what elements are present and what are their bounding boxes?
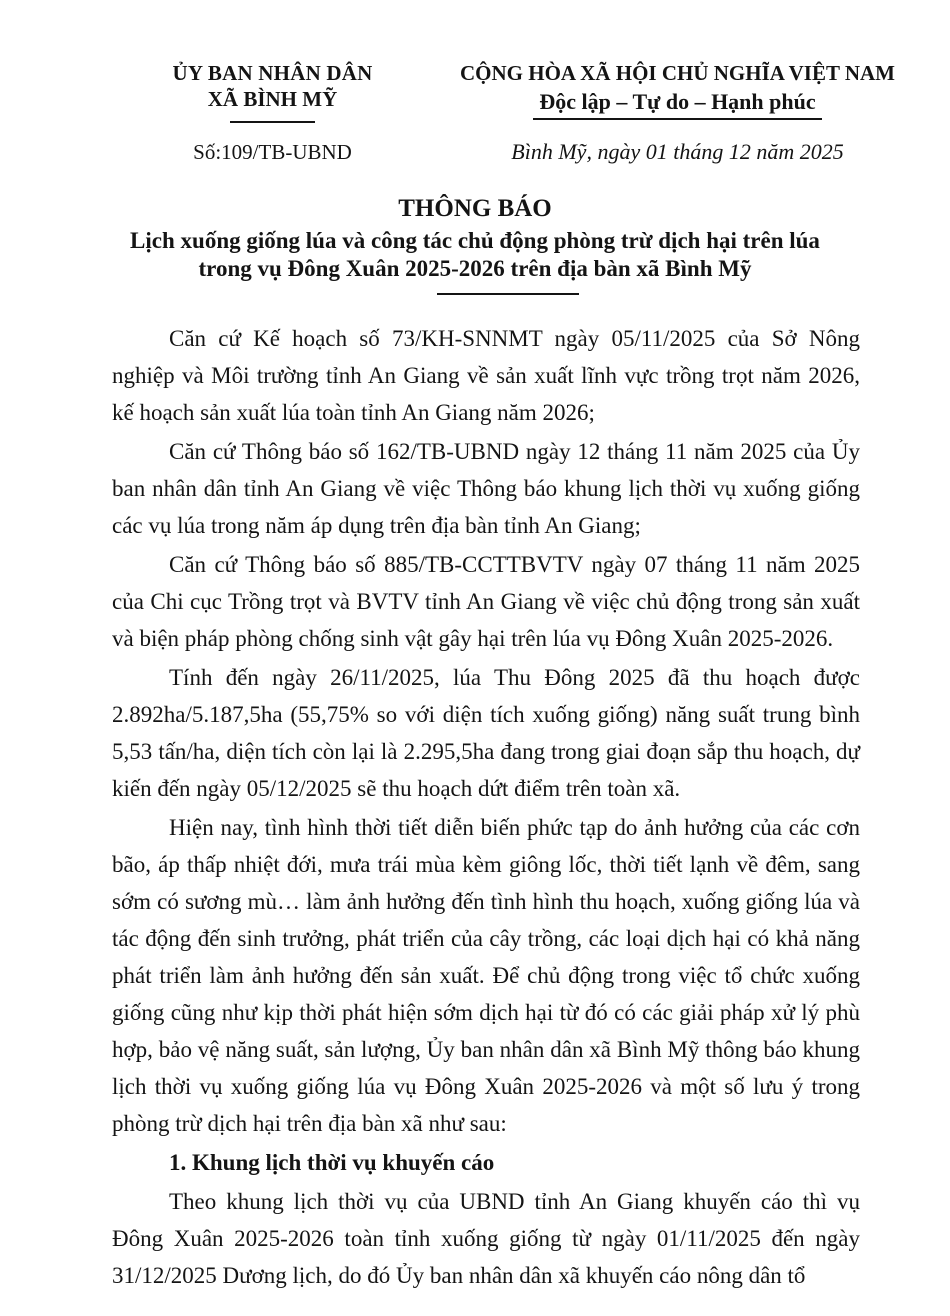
issuing-org-name: ỦY BAN NHÂN DÂN [172,61,373,85]
document-subject-line-1: Lịch xuống giống lúa và công tác chủ động phòng trừ dịch hại trên lúa [130,228,820,253]
paragraph-schedule-recommendation: Theo khung lịch thời vụ của UBND tỉnh An Giang khuyến cáo thì vụ Đông Xuân 2025-2026 toàn tỉnh xuống giống từ ngày 01/11/2025 đến ngày 31/12/2025 Dương lịch, do đó Ủy ban nhân dân xã khuyến cáo nông dân tổ [112,1189,860,1288]
paragraph-basis-2: Căn cứ Thông báo số 162/TB-UBND ngày 12 tháng 11 năm 2025 của Ủy ban nhân dân tỉnh An Giang về việc Thông báo khung lịch thời vụ xuống giống các vụ lúa trong năm áp dụng trên địa bàn tỉnh An Giang; [112,439,860,538]
issuing-org-unit: XÃ BÌNH MỸ [207,87,338,111]
paragraph-basis-1: Căn cứ Kế hoạch số 73/KH-SNNMT ngày 05/11/2025 của Sở Nông nghiệp và Môi trường tỉnh An Giang về sản xuất lĩnh vực trồng trọt năm 2026, kế hoạch sản xuất lúa toàn tỉnh An Giang năm 2026; [112,326,860,425]
paragraph-basis-3: Căn cứ Thông báo số 885/TB-CCTTBVTV ngày 07 tháng 11 năm 2025 của Chi cục Trồng trọt và BVTV tỉnh An Giang về việc chủ động trong sản xuất và biện pháp phòng chống sinh vật gây hại trên lúa vụ Đông Xuân 2025-2026. [112,552,860,651]
national-motto: Độc lập – Tự do – Hạnh phúc [533,88,821,120]
issuing-org-block [100,60,445,123]
document-kind-title: THÔNG BÁO [398,195,552,222]
document-header [0,60,950,123]
section-1-heading: 1. Khung lịch thời vụ khuyến cáo [169,1150,495,1175]
paragraph-harvest-status: Tính đến ngày 26/11/2025, lúa Thu Đông 2025 đã thu hoạch được 2.892ha/5.187,5ha (55,75% so với diện tích xuống giống) năng suất trung bình 5,53 tấn/ha, diện tích còn lại là 2.295,5ha đang trong giai đoạn sắp thu hoạch, dự kiến đến ngày 05/12/2025 sẽ thu hoạch dứt điểm trên toàn xã. [112,665,860,801]
document-body [112,320,860,1294]
place-and-date: Bình Mỹ, ngày 01 tháng 12 năm 2025 [511,139,844,164]
document-number: Số:109/TB-UBND [193,140,352,164]
paragraph-weather-situation: Hiện nay, tình hình thời tiết diễn biến phức tạp do ảnh hưởng của các cơn bão, áp thấp nhiệt đới, mưa trái mùa kèm giông lốc, thời tiết lạnh về đêm, sang sớm có sương mù… làm ảnh hưởng đến tình hình thu hoạch, xuống giống lúa và tác động đến sinh trưởng, phát triển của cây trồng, các loại dịch hại có khả năng phát triển làm ảnh hưởng đến sản xuất. Để chủ động trong việc tổ chức xuống giống cũng như kịp thời phát hiện sớm dịch hại từ đó có các giải pháp xử lý phù hợp, bảo vệ năng suất, sản lượng, Ủy ban nhân dân xã Bình Mỹ thông báo khung lịch thời vụ xuống giống lúa vụ Đông Xuân 2025-2026 và một số lưu ý trong phòng trừ dịch hại trên địa bàn xã như sau: [112,815,860,1136]
national-header-block [455,60,900,120]
org-underline-rule [230,121,315,123]
title-underline-rule [437,293,579,295]
national-title: CỘNG HÒA XÃ HỘI CHỦ NGHĨA VIỆT NAM [459,61,896,85]
document-subject-line-2: trong vụ Đông Xuân 2025-2026 trên địa bàn xã Bình Mỹ [198,256,752,281]
document-meta-row [0,139,950,165]
document-title-block [0,195,950,295]
